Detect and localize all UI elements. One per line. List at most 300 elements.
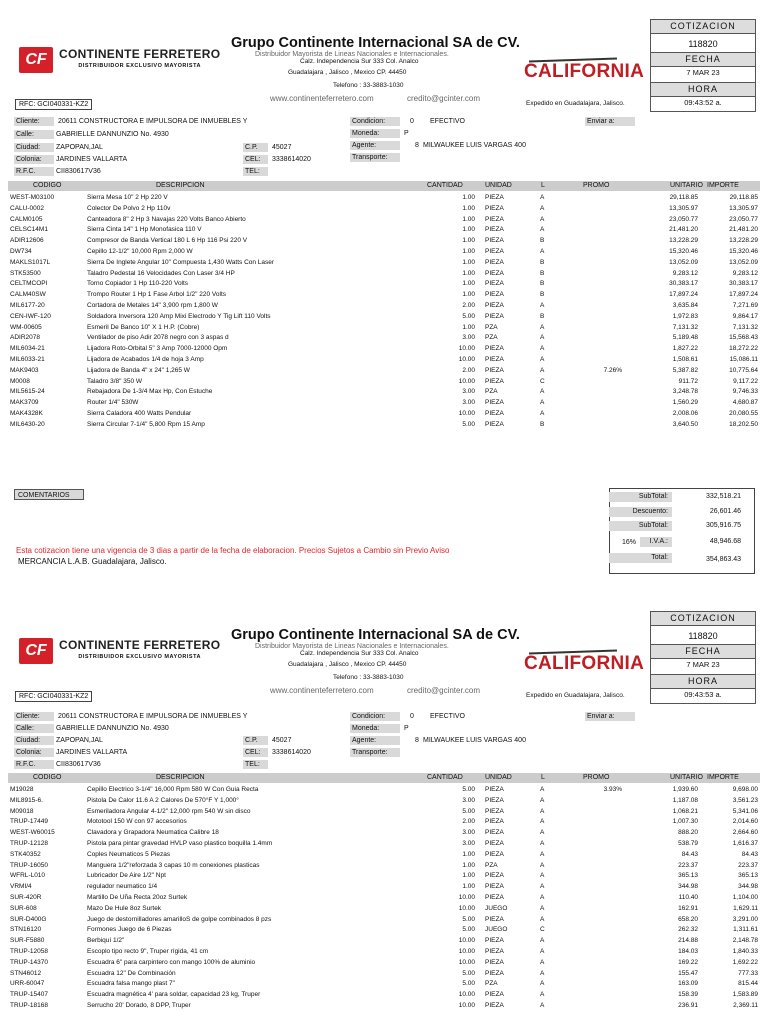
cell-codigo: ADIR2078	[10, 334, 40, 342]
cell-importe: 815.44	[738, 980, 758, 988]
cotizacion-label: COTIZACION	[650, 611, 756, 626]
cell-codigo: STN46012	[10, 969, 42, 977]
table-row	[8, 409, 760, 419]
cell-cantidad: 10.00	[458, 356, 475, 363]
cell-importe: 7,131.32	[732, 323, 758, 331]
cell-unitario: 184.03	[678, 948, 698, 955]
colonia-label: Colonia:	[14, 155, 54, 164]
hora-label: HORA	[650, 674, 756, 689]
cell-importe: 30,383.17	[729, 280, 758, 288]
table-row	[8, 377, 760, 387]
col-codigo: CODIGO	[33, 774, 62, 781]
phone-line: Telefono : 33-3883-1030	[333, 674, 404, 681]
table-row	[8, 290, 760, 300]
cell-unidad: PIEZA	[485, 291, 504, 299]
cell-cantidad: 10.00	[458, 958, 475, 966]
col-l: L	[541, 774, 545, 781]
cell-l: B	[540, 258, 545, 266]
cell-importe: 9,746.33	[732, 388, 758, 396]
table-row	[8, 269, 760, 279]
cell-cantidad: 10.00	[458, 345, 475, 353]
cell-descripcion: Lijadora de Banda 4" x 24" 1,265 W	[87, 366, 190, 374]
cell-importe: 18,202.50	[729, 420, 758, 428]
cell-unidad: PIEZA	[485, 356, 504, 363]
cell-descripcion: Sierra Caladora 400 Watts Pendular	[87, 410, 192, 417]
cell-cantidad: 1.00	[462, 280, 475, 288]
cell-cantidad: 2.00	[462, 818, 475, 826]
cell-importe: 4,680.87	[732, 399, 758, 407]
table-row	[8, 225, 760, 235]
email-link[interactable]: credito@gcinter.com	[407, 686, 481, 695]
enviar-label: Enviar a:	[585, 712, 635, 721]
cell-codigo: TRUP-15407	[10, 991, 48, 999]
cell-unidad: PIEZA	[485, 410, 504, 417]
cell-cantidad: 5.00	[462, 807, 475, 815]
cell-unidad: PIEZA	[485, 807, 504, 815]
cell-unitario: 1,187.08	[672, 796, 698, 804]
cell-cantidad: 1.00	[462, 883, 475, 891]
cell-descripcion: Trompo Router 1 Hp 1 Fase Arbol 1/2" 220 Volts	[87, 291, 227, 299]
cell-codigo: MAKLS1017L	[10, 258, 51, 266]
california-logo: CALIFORNIA	[524, 61, 644, 83]
cell-codigo: TRUP-12058	[10, 948, 48, 955]
cell-importe: 3,561.23	[732, 796, 758, 804]
cell-descripcion: Cortadora de Metales 14" 3,900 rpm 1,800 W	[87, 302, 218, 309]
col-unidad: UNIDAD	[485, 774, 512, 781]
cell-unitario: 1,068.21	[672, 807, 698, 815]
cell-codigo: WEST-M03100	[10, 194, 55, 201]
col-unidad: UNIDAD	[485, 182, 512, 189]
items-table-header	[8, 181, 760, 191]
website-link[interactable]: www.continenteferretero.com	[270, 94, 374, 103]
cell-importe: 9,864.17	[732, 312, 758, 320]
cell-unitario: 3,635.84	[672, 302, 698, 309]
table-row	[8, 871, 760, 881]
cell-descripcion: Lubricador De Aire 1/2" Npt	[87, 872, 166, 880]
cell-unidad: PZA	[485, 388, 498, 396]
cell-codigo: DW734	[10, 248, 32, 255]
cliente-label: Cliente:	[14, 712, 54, 721]
cell-cantidad: 5.00	[462, 926, 475, 934]
table-row	[8, 215, 760, 225]
cell-importe: 13,305.97	[729, 204, 758, 212]
client-name: 20611 CONSTRUCTORA E IMPULSORA DE INMUEBLES Y	[58, 118, 248, 125]
cell-descripcion: Escuadra 6" para carpintero con mango 100% de aluminio	[87, 958, 256, 966]
cell-l: A	[540, 226, 545, 234]
cell-importe: 9,283.12	[732, 269, 758, 277]
table-row	[8, 990, 760, 1000]
col-cantidad: CANTIDAD	[427, 774, 463, 781]
cell-unitario: 1,560.29	[672, 399, 698, 407]
cell-unidad: PIEZA	[485, 958, 504, 966]
company-rfc: RFC: GCI040331-KZ2	[15, 691, 92, 702]
quotation-sheet-2	[0, 592, 768, 1024]
cell-codigo: CEN-IWF-120	[10, 312, 51, 320]
cell-unidad: PZA	[485, 980, 498, 988]
ciudad-label: Ciudad:	[14, 143, 54, 152]
cell-unitario: 2,008.06	[672, 410, 698, 417]
condicion-code: 0	[410, 118, 414, 125]
cell-cantidad: 1.00	[462, 237, 475, 245]
cell-codigo: MIL8915-6.	[10, 796, 43, 804]
table-row	[8, 323, 760, 333]
cell-cantidad: 10.00	[458, 894, 475, 901]
col-importe: IMPORTE	[707, 182, 739, 189]
cell-unitario: 9,283.12	[672, 269, 698, 277]
agente-code: 8	[415, 142, 419, 149]
cell-codigo: TRUP-12128	[10, 840, 48, 847]
cell-cantidad: 10.00	[458, 937, 475, 945]
tel-label: TEL:	[243, 167, 268, 176]
shipping-note: MERCANCIA L.A.B. Guadalajara, Jalisco.	[18, 557, 167, 566]
cell-importe: 15,086.11	[729, 356, 758, 363]
cell-unitario: 223.37	[678, 861, 698, 869]
calle-label: Calle:	[14, 724, 54, 733]
fecha-label: FECHA	[650, 644, 756, 659]
cell-promo: 7.26%	[603, 366, 622, 374]
agente-label: Agente:	[350, 736, 400, 745]
cell-codigo: MAK3709	[10, 399, 39, 407]
cell-l: A	[540, 796, 545, 804]
col-cantidad: CANTIDAD	[427, 182, 463, 189]
agente-value: MILWAUKEE LUIS VARGAS 400	[423, 142, 526, 149]
cell-codigo: ADIR12606	[10, 237, 44, 245]
expedited-text: Expedido en Guadalajara, Jalisco.	[526, 692, 625, 699]
cell-codigo: MIL6177-20	[10, 302, 45, 309]
address-line-1: Calz. Independencia Sur 333 Col. Analco	[300, 650, 419, 657]
cell-l: A	[540, 1002, 545, 1009]
cell-l: A	[540, 958, 545, 966]
agente-value: MILWAUKEE LUIS VARGAS 400	[423, 737, 526, 744]
cell-cantidad: 10.00	[458, 904, 475, 912]
total-value: 354,863.43	[705, 556, 741, 563]
table-row	[8, 387, 760, 397]
phone-line: Telefono : 33-3883-1030	[333, 82, 404, 89]
agente-label: Agente:	[350, 141, 400, 150]
cell-cantidad: 1.00	[462, 850, 475, 858]
hora-label: HORA	[650, 82, 756, 97]
cell-unitario: 365.13	[678, 872, 698, 880]
cell-importe: 15,320.46	[729, 248, 758, 255]
transporte-label: Transporte:	[350, 153, 400, 162]
cell-codigo: M19028	[10, 786, 34, 793]
colonia-label: Colonia:	[14, 748, 54, 757]
logo-name: CONTINENTE FERRETERO	[59, 638, 221, 652]
table-row	[8, 312, 760, 322]
cell-l: B	[540, 269, 545, 277]
cell-cantidad: 10.00	[458, 377, 475, 385]
cell-importe: 13,228.29	[729, 237, 758, 245]
cell-unidad: PIEZA	[485, 204, 504, 212]
table-row	[8, 344, 760, 354]
cell-l: A	[540, 410, 545, 417]
cell-descripcion: Juego de destornilladores amarilloS de golpe combinados 8 pzs	[87, 915, 272, 923]
descuento-label: Descuento:	[609, 507, 672, 517]
cell-descripcion: Mazo De Hule 8oz Surtek	[87, 904, 162, 912]
cell-importe: 1,616.37	[732, 840, 758, 847]
col-descripcion: DESCRIPCION	[156, 774, 205, 781]
cell-cantidad: 1.00	[462, 194, 475, 201]
cell-codigo: CELSC14M1	[10, 226, 48, 234]
cell-descripcion: Berbiquí 1/2"	[87, 937, 125, 945]
cell-codigo: SUR-608	[10, 904, 37, 912]
cell-l: A	[540, 894, 545, 901]
cell-importe: 29,118.85	[729, 194, 758, 201]
client-name: 20611 CONSTRUCTORA E IMPULSORA DE INMUEBLES Y	[58, 713, 248, 720]
table-row	[8, 925, 760, 935]
cell-descripcion: Sierra Mesa 10" 2 Hp 220 V	[87, 194, 168, 201]
cell-codigo: MAK4328K	[10, 410, 43, 417]
cell-codigo: STK53500	[10, 269, 41, 277]
logo-tagline: DISTRIBUIDOR EXCLUSIVO MAYORISTA	[78, 654, 201, 660]
cell-cantidad: 2.00	[462, 302, 475, 309]
cell-unidad: PIEZA	[485, 237, 504, 245]
cell-cantidad: 1.00	[462, 323, 475, 331]
cell-unitario: 23,050.77	[669, 215, 698, 223]
cell-codigo: TRUP-18168	[10, 1002, 48, 1009]
cell-unidad: PIEZA	[485, 894, 504, 901]
cell-importe: 2,664.60	[732, 829, 758, 837]
cell-l: B	[540, 280, 545, 288]
cell-l: A	[540, 388, 545, 396]
cell-cantidad: 5.00	[462, 969, 475, 977]
cell-cantidad: 5.00	[462, 420, 475, 428]
cell-cantidad: 1.00	[462, 861, 475, 869]
cell-cantidad: 3.00	[462, 388, 475, 396]
cell-unidad: PIEZA	[485, 786, 504, 793]
cell-importe: 5,341.06	[732, 807, 758, 815]
cell-importe: 2,369.11	[733, 1002, 758, 1009]
cell-l: A	[540, 872, 545, 880]
cell-l: A	[540, 194, 545, 201]
table-row	[8, 301, 760, 311]
table-row	[8, 817, 760, 827]
cell-l: B	[540, 312, 545, 320]
client-rfc: CII830617V36	[56, 168, 101, 175]
email-link[interactable]: credito@gcinter.com	[407, 94, 481, 103]
cell-unidad: PIEZA	[485, 872, 504, 880]
cell-promo: 3.93%	[603, 786, 622, 793]
cell-unidad: PIEZA	[485, 366, 504, 374]
col-unitario: UNITARIO	[670, 182, 703, 189]
table-row	[8, 355, 760, 365]
cell-unitario: 13,052.09	[669, 258, 698, 266]
cell-cantidad: 5.00	[462, 312, 475, 320]
cell-descripcion: Ventilador de piso Adir 2078 negro con 3 aspas d	[87, 334, 229, 342]
agente-code: 8	[415, 737, 419, 744]
cell-l: A	[540, 356, 545, 363]
cell-unitario: 1,827.22	[672, 345, 698, 353]
cell-descripcion: Sierra Cinta 14" 1 Hp Monofasica 110 V	[87, 226, 202, 234]
col-l: L	[541, 182, 545, 189]
table-row	[8, 204, 760, 214]
logo-tagline: DISTRIBUIDOR EXCLUSIVO MAYORISTA	[78, 63, 201, 69]
cell-descripcion: Mototool 150 W con 97 accesorios	[87, 818, 187, 826]
hora-value: 09:43:53 a.	[684, 690, 722, 699]
cell-unitario: 29,118.85	[669, 194, 698, 201]
cell-importe: 10,775.64	[729, 366, 758, 374]
cell-unidad: PIEZA	[485, 829, 504, 837]
cell-cantidad: 3.00	[462, 334, 475, 342]
cell-unidad: PIEZA	[485, 215, 504, 223]
cell-descripcion: Lijadora Roto-Orbital 5" 3 Amp 7000-12000 Opm	[87, 345, 228, 353]
cell-unidad: PIEZA	[485, 420, 504, 428]
cell-unitario: 658.20	[678, 915, 698, 923]
cell-unitario: 17,897.24	[669, 291, 698, 299]
col-unitario: UNITARIO	[670, 774, 703, 781]
cell-unitario: 911.72	[678, 377, 698, 385]
cell-unitario: 13,228.29	[669, 237, 698, 245]
cell-descripcion: regulador neumatico 1/4	[87, 883, 158, 891]
table-row	[8, 893, 760, 903]
validity-note: Esta cotizacion tiene una vigencia de 3 dias a partir de la fecha de elaboracion. Precios Sujetos a Cambio sin Previo Aviso	[16, 546, 450, 555]
cell-importe: 365.13	[738, 872, 758, 880]
cell-unitario: 163.09	[678, 980, 698, 988]
cell-unidad: PZA	[485, 334, 498, 342]
cell-codigo: CELTMCOPI	[10, 280, 48, 288]
cell-descripcion: Sierra Circular 7-1/4" 5,800 Rpm 15 Amp	[87, 420, 205, 428]
cell-cantidad: 5.00	[462, 915, 475, 923]
cell-descripcion: Escuadra falsa mango plast 7"	[87, 980, 175, 988]
cell-unidad: PIEZA	[485, 345, 504, 353]
condicion-value: EFECTIVO	[430, 118, 466, 125]
cell-cantidad: 10.00	[458, 410, 475, 417]
cell-importe: 223.37	[738, 861, 758, 869]
cell-unitario: 538.79	[678, 840, 698, 847]
cell-cantidad: 10.00	[458, 991, 475, 999]
cell-cantidad: 2.00	[462, 366, 475, 374]
company-title: Grupo Continente Internacional SA de CV.	[231, 627, 520, 643]
table-row	[8, 850, 760, 860]
table-row	[8, 258, 760, 268]
subtotal2-value: 305,916.75	[705, 522, 741, 529]
cell-l: A	[540, 215, 545, 223]
company-rfc: RFC: GCI040331-KZ2	[15, 99, 92, 110]
table-row	[8, 796, 760, 806]
cell-descripcion: Serrucho 20' Dorado, 8 DPP, Truper	[87, 1002, 191, 1009]
cell-importe: 21,481.20	[729, 226, 758, 234]
fecha-value: 7 MAR 23	[686, 68, 720, 77]
col-promo: PROMO	[583, 182, 610, 189]
moneda-label: Moneda:	[350, 129, 400, 138]
cell-l: C	[540, 377, 545, 385]
cell-descripcion: Canteadora 8" 2 Hp 3 Navajas 220 Volts Banco Abierto	[87, 215, 246, 223]
transporte-label: Transporte:	[350, 748, 400, 757]
expedited-text: Expedido en Guadalajara, Jalisco.	[526, 100, 625, 107]
cell-unitario: 888.20	[678, 829, 698, 837]
cell-cantidad: 1.00	[462, 215, 475, 223]
cell-descripcion: Escuadra magnética 4' para soldar, capacidad 23 kg, Truper	[87, 991, 261, 999]
cell-importe: 20,080.55	[729, 410, 758, 417]
subtotal-value: 332,518.21	[705, 493, 741, 500]
cell-codigo: M0008	[10, 377, 30, 385]
cell-l: A	[540, 807, 545, 815]
table-row	[8, 882, 760, 892]
client-street: GABRIELLE DANNUNZIO No. 4930	[56, 131, 169, 138]
table-row	[8, 904, 760, 914]
cell-descripcion: Torno Copiador 1 Hp 110-220 Volts	[87, 280, 189, 288]
client-rfc: CII830617V36	[56, 761, 101, 768]
cell-importe: 1,629.11	[733, 904, 758, 912]
cell-importe: 17,897.24	[729, 291, 758, 299]
cell-l: B	[540, 420, 545, 428]
cell-codigo: MIL6033-21	[10, 356, 45, 363]
cell-unitario: 84.43	[681, 850, 698, 858]
cell-l: A	[540, 980, 545, 988]
cel-label: CEL:	[243, 748, 268, 757]
cell-unidad: PIEZA	[485, 796, 504, 804]
cell-codigo: MIL5615-24	[10, 388, 45, 396]
items-table-header	[8, 773, 760, 783]
total-label: Total:	[609, 553, 672, 563]
cell-importe: 344.98	[738, 883, 758, 891]
cell-unidad: PIEZA	[485, 818, 504, 826]
enviar-label: Enviar a:	[585, 117, 635, 126]
cell-importe: 18,272.22	[729, 345, 758, 353]
cell-codigo: SUR-420R	[10, 894, 42, 901]
cell-codigo: URR-60047	[10, 980, 45, 988]
cell-l: A	[540, 334, 545, 342]
cell-l: A	[540, 850, 545, 858]
subtotal-label: SubTotal:	[609, 492, 672, 502]
moneda-label: Moneda:	[350, 724, 400, 733]
cell-descripcion: Escuadra 12" De Combinación	[87, 969, 176, 977]
cell-cantidad: 10.00	[458, 1002, 475, 1009]
cell-unidad: PIEZA	[485, 248, 504, 255]
cell-cantidad: 3.00	[462, 796, 475, 804]
cell-descripcion: Clavadora y Grapadora Neumatica Calibre 18	[87, 829, 219, 837]
table-row	[8, 958, 760, 968]
cell-importe: 1,311.61	[733, 926, 758, 934]
website-link[interactable]: www.continenteferretero.com	[270, 686, 374, 695]
cell-codigo: M09018	[10, 807, 34, 815]
cell-descripcion: Taladro Pedestal 16 Velocidades Con Laser 3/4 HP	[87, 269, 235, 277]
cell-unitario: 5,387.82	[672, 366, 698, 374]
cell-codigo: VRMI/4	[10, 883, 32, 891]
cell-cantidad: 3.00	[462, 399, 475, 407]
cell-unitario: 110.40	[678, 894, 698, 901]
client-city: ZAPOPAN,JAL	[56, 737, 103, 744]
cell-l: A	[540, 883, 545, 891]
cell-codigo: MIL6430-20	[10, 420, 45, 428]
cell-l: A	[540, 399, 545, 407]
cell-l: C	[540, 926, 545, 934]
cell-unitario: 262.32	[678, 926, 698, 934]
cell-unitario: 1,972.83	[672, 312, 698, 320]
logo-name: CONTINENTE FERRETERO	[59, 47, 221, 61]
subtotal2-label: SubTotal:	[609, 521, 672, 531]
iva-rate: 16%	[622, 539, 637, 546]
cell-importe: 84.43	[741, 850, 758, 858]
condicion-label: Condicion:	[350, 712, 400, 721]
cell-l: A	[540, 829, 545, 837]
cell-descripcion: Esmeriladora Angular 4-1/2" 12,000 rpm 540 W sin disco	[87, 807, 251, 815]
cell-unitario: 15,320.46	[669, 248, 698, 255]
tel-label: TEL:	[243, 760, 268, 769]
cell-descripcion: Router 1/4" 530W	[87, 399, 139, 407]
table-row	[8, 279, 760, 289]
iva-value: 48,946.68	[709, 538, 741, 545]
cell-descripcion: Esmeril De Banco 10" X 1 H.P. (Cobre)	[87, 323, 200, 331]
cell-l: A	[540, 345, 545, 353]
client-city: ZAPOPAN,JAL	[56, 144, 103, 151]
cell-unitario: 7,131.32	[672, 323, 698, 331]
cell-l: A	[540, 786, 545, 793]
cell-unidad: PIEZA	[485, 226, 504, 234]
cell-descripcion: Pistola De Calor 11.6 A 2 Calores De 570°F Y 1,000°	[87, 796, 239, 804]
table-row	[8, 785, 760, 795]
cell-l: A	[540, 969, 545, 977]
